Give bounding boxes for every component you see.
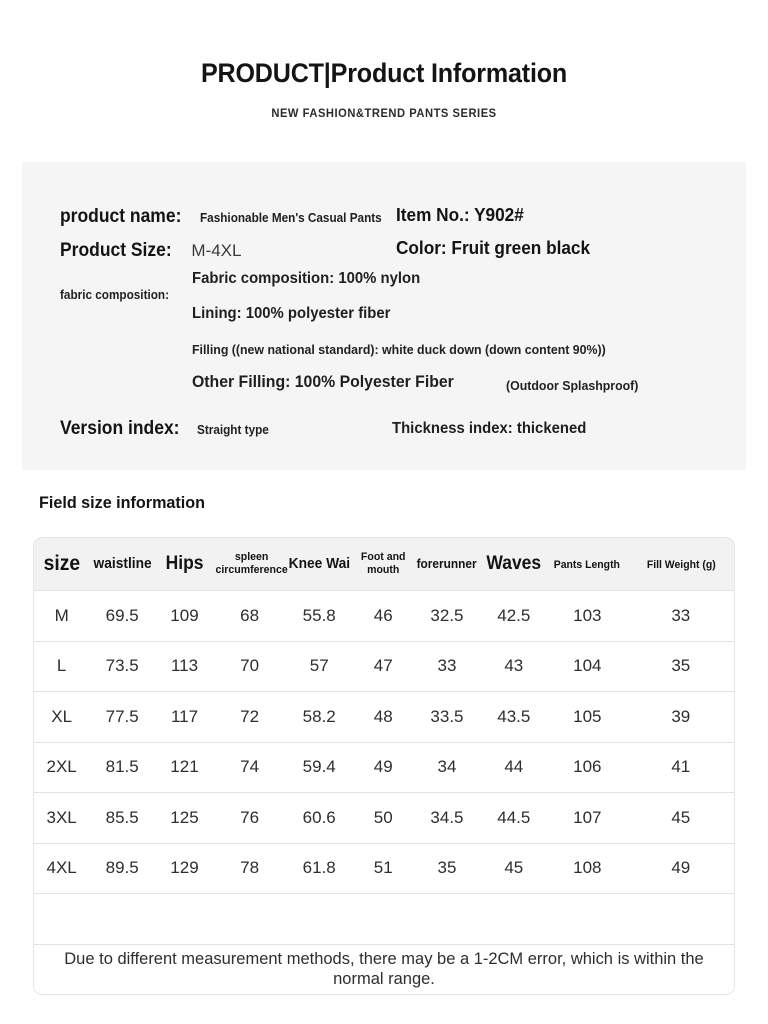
column-header-size: size	[34, 538, 89, 591]
column-header-foot-and-mouth	[353, 538, 413, 591]
column-header-knee-wai: Knee Wai	[285, 538, 353, 591]
size-table-header	[34, 538, 734, 591]
table-row	[34, 793, 734, 844]
cell-waistline: 85.5	[89, 793, 155, 844]
version-index-value: Straight type	[196, 423, 269, 437]
cell-spleen: 74	[214, 742, 285, 793]
cell-waves: 43.5	[481, 692, 548, 743]
table-note-row	[34, 944, 734, 994]
cell-spleen: 78	[214, 843, 285, 894]
cell-size: M	[34, 591, 89, 642]
product-name-label: product name:	[60, 206, 182, 227]
cell-size: XL	[34, 692, 89, 743]
cell-foot: 48	[353, 692, 413, 743]
cell-hips: 113	[155, 641, 214, 692]
spleen-line-2: circumference	[215, 563, 288, 576]
table-row	[34, 641, 734, 692]
cell-pants-length: 104	[547, 641, 628, 692]
size-table-body	[34, 591, 734, 995]
cell-hips: 129	[155, 843, 214, 894]
cell-forerunner: 34	[413, 742, 480, 793]
measurement-note: Due to different measurement methods, there may be a 1-2CM error, which is within the normal range.	[64, 949, 704, 989]
column-header-fill-weight: Fill Weight (g)	[628, 538, 734, 591]
cell-spleen: 76	[214, 793, 285, 844]
page-header	[0, 0, 768, 120]
size-table-container	[33, 537, 735, 995]
cell-pants-length: 108	[547, 843, 628, 894]
spec-row-fabric-label	[60, 288, 176, 302]
product-size-value: M-4XL	[191, 241, 242, 260]
fabric-line-1: Fabric composition: 100% nylon	[192, 270, 421, 287]
cell-fill-weight: 41	[628, 742, 734, 793]
table-row	[34, 692, 734, 743]
thickness-index-value: Thickness index: thickened	[392, 420, 587, 437]
page-title: PRODUCT|Product Information	[200, 58, 568, 88]
cell-waistline: 89.5	[89, 843, 155, 894]
cell-foot: 49	[353, 742, 413, 793]
table-row	[34, 843, 734, 894]
product-size-label: Product Size:	[60, 240, 172, 261]
column-header-waves: Waves	[481, 538, 548, 591]
spleen-line-1: spleen	[234, 550, 269, 563]
product-spec-panel	[22, 162, 746, 470]
table-empty-row	[34, 894, 734, 945]
cell-waves: 43	[481, 641, 548, 692]
cell-fill-weight: 33	[628, 591, 734, 642]
cell-forerunner: 33.5	[413, 692, 480, 743]
product-name-value: Fashionable Men's Casual Pants	[199, 211, 382, 225]
cell-waistline: 77.5	[89, 692, 155, 743]
spec-row-fabric-line-3	[192, 342, 628, 357]
cell-size: 2XL	[34, 742, 89, 793]
spec-row-item-no	[396, 204, 533, 226]
cell-pants-length: 105	[547, 692, 628, 743]
spec-row-splashproof	[506, 378, 645, 393]
column-header-forerunner: forerunner	[413, 538, 480, 591]
foot-line-2: mouth	[367, 563, 400, 576]
cell-hips: 117	[155, 692, 214, 743]
cell-fill-weight: 35	[628, 641, 734, 692]
column-header-spleen-circumference	[214, 538, 288, 591]
version-index-label: Version index:	[60, 418, 180, 439]
spec-row-fabric-line-4	[192, 372, 474, 392]
cell-forerunner: 32.5	[413, 591, 480, 642]
cell-size: 3XL	[34, 793, 89, 844]
cell-waistline: 73.5	[89, 641, 155, 692]
empty-cell	[34, 894, 734, 945]
cell-pants-length: 107	[547, 793, 628, 844]
fabric-line-4: Other Filling: 100% Polyester Fiber	[192, 372, 454, 391]
cell-foot: 50	[353, 793, 413, 844]
cell-waves: 42.5	[481, 591, 548, 642]
table-header-row	[34, 538, 734, 591]
column-header-waistline: waistline	[89, 538, 155, 591]
cell-knee: 55.8	[285, 591, 353, 642]
cell-hips: 109	[155, 591, 214, 642]
splashproof-note: (Outdoor Splashproof)	[506, 378, 639, 393]
fabric-line-3: Filling ((new national standard): white duck down (down content 90%))	[192, 342, 606, 357]
table-row	[34, 742, 734, 793]
cell-pants-length: 103	[547, 591, 628, 642]
spec-row-product-name	[60, 206, 393, 228]
spec-row-color	[396, 237, 605, 259]
cell-knee: 57	[285, 641, 353, 692]
column-header-hips: Hips	[155, 538, 214, 591]
column-header-pants-length: Pants Length	[547, 538, 628, 591]
cell-knee: 61.8	[285, 843, 353, 894]
cell-size: 4XL	[34, 843, 89, 894]
cell-pants-length: 106	[547, 742, 628, 793]
cell-waves: 44	[481, 742, 548, 793]
cell-hips: 125	[155, 793, 214, 844]
foot-line-1: Foot and	[360, 550, 406, 563]
field-size-heading: Field size information	[39, 493, 206, 512]
cell-hips: 121	[155, 742, 214, 793]
cell-waves: 45	[481, 843, 548, 894]
color-value: Color: Fruit green black	[396, 237, 591, 258]
cell-size: L	[34, 641, 89, 692]
cell-spleen: 68	[214, 591, 285, 642]
cell-spleen: 72	[214, 692, 285, 743]
cell-waistline: 81.5	[89, 742, 155, 793]
cell-waistline: 69.5	[89, 591, 155, 642]
cell-forerunner: 33	[413, 641, 480, 692]
cell-waves: 44.5	[481, 793, 548, 844]
cell-forerunner: 35	[413, 843, 480, 894]
spec-row-fabric-line-1	[192, 270, 437, 288]
spec-row-product-size	[60, 240, 241, 262]
cell-knee: 59.4	[285, 742, 353, 793]
cell-knee: 58.2	[285, 692, 353, 743]
cell-spleen: 70	[214, 641, 285, 692]
cell-fill-weight: 45	[628, 793, 734, 844]
cell-knee: 60.6	[285, 793, 353, 844]
cell-fill-weight: 39	[628, 692, 734, 743]
cell-fill-weight: 49	[628, 843, 734, 894]
cell-forerunner: 34.5	[413, 793, 480, 844]
table-row	[34, 591, 734, 642]
cell-foot: 51	[353, 843, 413, 894]
spec-row-thickness-index	[392, 420, 601, 438]
spec-row-fabric-line-2	[192, 305, 405, 323]
page-subtitle: NEW FASHION&TREND PANTS SERIES	[271, 108, 497, 121]
spec-row-version-index	[60, 418, 273, 440]
cell-foot: 46	[353, 591, 413, 642]
size-table	[34, 538, 734, 994]
fabric-line-2: Lining: 100% polyester fiber	[192, 305, 391, 322]
item-no-value: Item No.: Y902#	[396, 204, 524, 225]
cell-foot: 47	[353, 641, 413, 692]
fabric-composition-label: fabric composition:	[60, 288, 170, 302]
